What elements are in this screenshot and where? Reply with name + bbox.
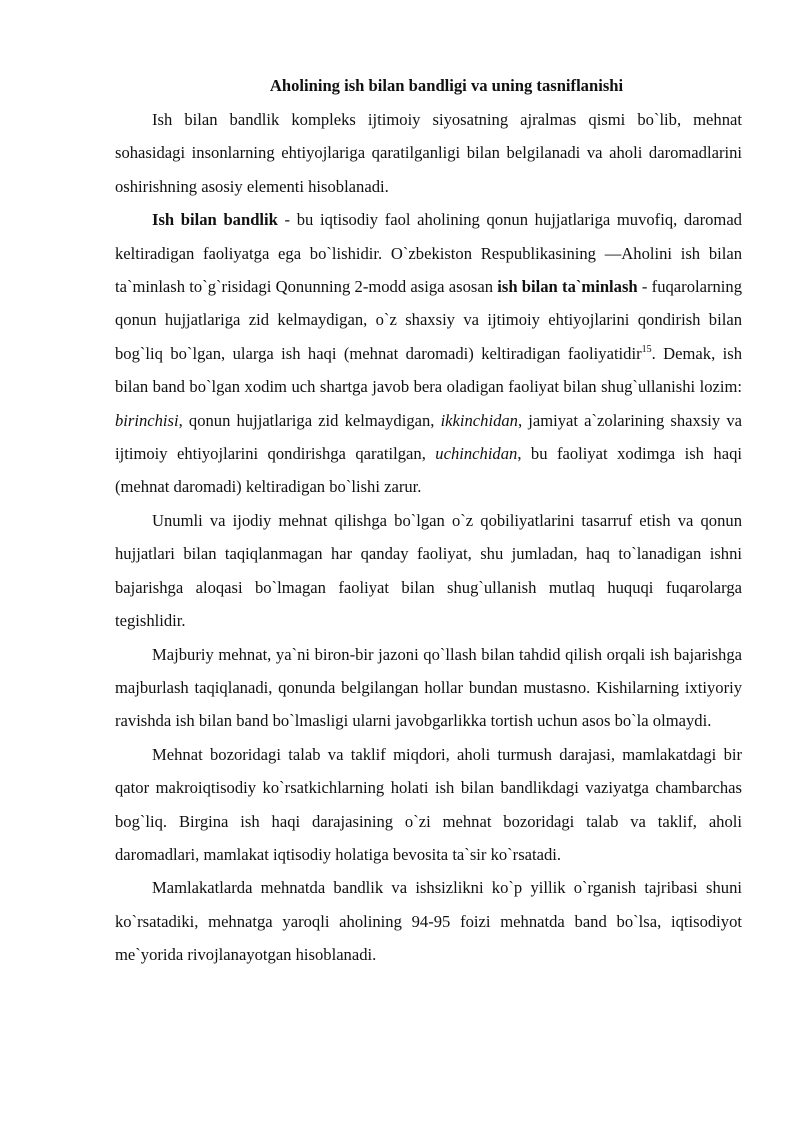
paragraph-2-text-3: . Demak, ish bilan band bo`lgan xodim uch shartga javob bera oladigan faoliyat bilan shug`ullanishi lozim: — [115, 343, 742, 397]
document-page — [115, 68, 742, 972]
document-title: Aholining ish bilan bandligi va uning tasniflanishi — [269, 76, 624, 95]
paragraph-2 — [115, 203, 742, 504]
paragraph-2-text-1: - bu iqtisodiy faol aholining qonun hujjatlariga muvofiq, daromad keltiradigan faoliyatga ega bo`lishidir. O`zbekiston Respublikasining ―Aholini ish bilan ta`minlash to`g`risidagi Qonunning 2-modd asiga asosan — [115, 210, 742, 297]
ordinal-third: uchinchidan — [435, 444, 518, 464]
paragraph-2-text-5: , jamiyat a`zolarining shaxsiy va ijtimoiy ehtiyojlarini qondirishga qaratilgan, — [115, 410, 742, 464]
paragraph-3: Unumli va ijodiy mehnat qilishga bo`lgan o`z qobiliyatlarini tasarruf etish va qonun hujjatlari bilan taqiqlanmagan har qanday faoliyat, shu jumladan, haq to`lanadigan ishni bajarishga aloqasi bo`lmagan faoliyat bilan shug`ullanish mutlaq huquqi fuqarolarga tegishlidir. — [115, 510, 742, 631]
paragraph-5: Mehnat bozoridagi talab va taklif miqdori, aholi turmush darajasi, mamlakatdagi bir qator makroiqtisodiy ko`rsatkichlarning holati ish bilan bandlikdagi vaziyatga chambarchas bog`liq. Birgina ish haqi darajasining o`zi mehnat bozoridagi talab va taklif, aholi daromadlari, mamlakat iqtisodiy holatiga bevosita ta`sir ko`rsatadi. — [115, 744, 742, 864]
paragraph-2-text-4: , qonun hujjatlariga zid kelmaydigan, — [178, 410, 441, 430]
paragraph-2-text-2: - fuqarolarning qonun hujjatlariga zid kelmaydigan, o`z shaxsiy va ijtimoiy ehtiyojlarini qondirish bilan bog`liq bo`lgan, ularga ish haqi (mehnat daromadi) keltiradigan faoliyatidir — [115, 277, 742, 363]
paragraph-6: Mamlakatlarda mehnatda bandlik va ishsizlikni ko`p yillik o`rganish tajribasi shuni ko`rsatadiki, mehnatga yaroqli aholining 94-95 foizi mehnatda band bo`lsa, iqtisodiyot me`yorida rivojlanayotgan hisoblanadi. — [115, 878, 742, 965]
term-ish-bilan-taminlash: ish bilan ta`minlash — [497, 277, 638, 297]
term-ish-bilan-bandlik: Ish bilan bandlik — [152, 210, 278, 230]
paragraph-4: Majburiy mehnat, ya`ni biron-bir jazoni qo`llash bilan tahdid qilish orqali ish bajarishga majburlash taqiqlanadi, qonunda belgilangan hollar bundan mustasno. Kishilarning ixtiyoriy ravishda ish bilan band bo`lmasligi ularni javobgarlikka tortish uchun asos bo`la olmaydi. — [115, 644, 742, 731]
ordinal-second: ikkinchidan — [440, 410, 518, 430]
paragraph-1: Ish bilan bandlik kompleks ijtimoiy siyosatning ajralmas qismi bo`lib, mehnat sohasidagi insonlarning ehtiyojlariga qaratilganligi bilan belgilanadi va aholi daromadlarini oshirishning asosiy elementi hisoblanadi. — [115, 110, 742, 196]
footnote-ref: 15 — [641, 343, 652, 355]
ordinal-first: birinchisi — [115, 410, 179, 430]
paragraph-2-text-6: , bu faoliyat xodimga ish haqi (mehnat daromadi) keltiradigan bo`lishi zarur. — [115, 444, 742, 497]
